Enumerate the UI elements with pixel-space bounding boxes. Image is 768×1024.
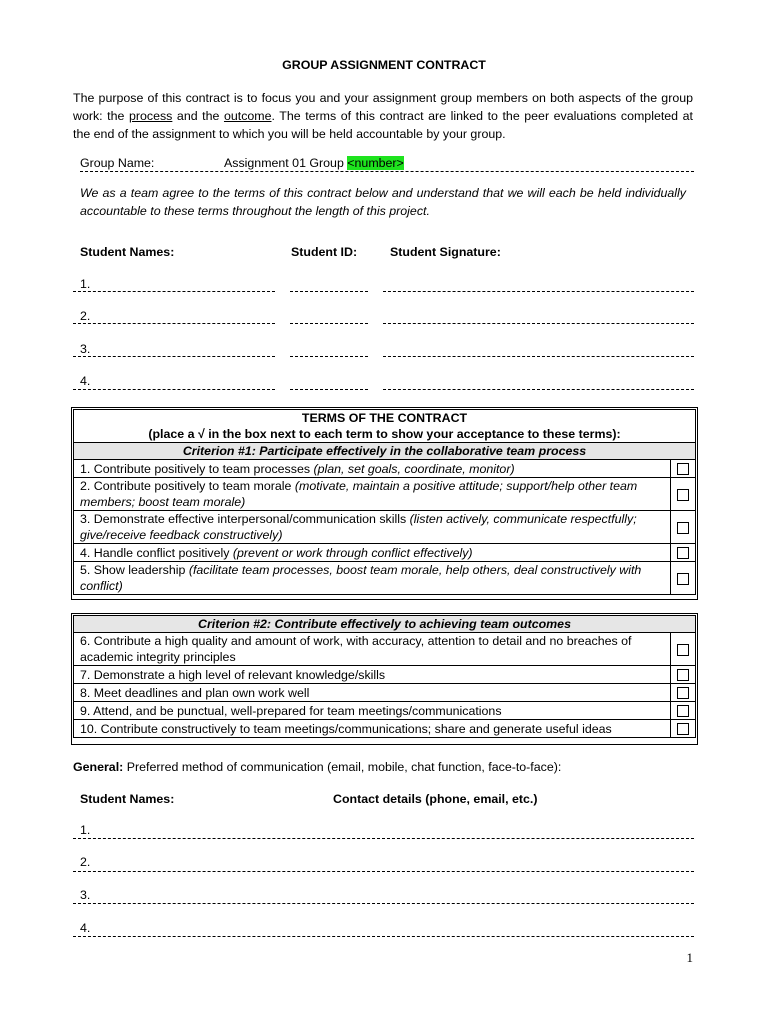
- checkbox-icon: [677, 669, 689, 681]
- term-6: 6. Contribute a high quality and amount of work, with accuracy, attention to detail and no breaches of academic integrity principles: [74, 633, 671, 666]
- sig-col-names: Student Names:: [80, 245, 175, 259]
- criterion-2-heading: Criterion #2: Contribute effectively to achieving team outcomes: [74, 616, 696, 633]
- checkbox-icon: [677, 573, 689, 585]
- term-4-checkbox[interactable]: [671, 544, 696, 562]
- process-term: process: [128, 109, 173, 123]
- sig-row-4-number: 4.: [80, 374, 91, 388]
- term-8: 8. Meet deadlines and plan own work well: [74, 684, 671, 702]
- contact-col-names: Student Names:: [80, 792, 175, 806]
- checkbox-icon: [677, 489, 689, 501]
- contact-row-4-number: 4.: [80, 921, 91, 935]
- contact-row-3-number: 3.: [80, 888, 91, 902]
- contact-row-4-line[interactable]: [73, 936, 694, 937]
- sig-row-1-name-line[interactable]: [73, 291, 275, 292]
- contact-row-1-number: 1.: [80, 823, 91, 837]
- checkbox-icon: [677, 644, 689, 656]
- group-number-placeholder: <number>: [347, 156, 404, 170]
- checkbox-icon: [677, 547, 689, 559]
- term-1-checkbox[interactable]: [671, 460, 696, 478]
- terms-table-2: [73, 615, 696, 738]
- term-2: 2. Contribute positively to team morale (motivate, maintain a positive attitude; support/help other team members; boost team morale): [74, 478, 671, 511]
- term-4: 4. Handle conflict positively (prevent or work through conflict effectively): [74, 544, 671, 562]
- term-3: 3. Demonstrate effective interpersonal/communication skills (listen actively, communicate respectfully; give/receive feedback constructively): [74, 511, 671, 544]
- agreement-statement: We as a team agree to the terms of this contract below and understand that we will each be held individually accountable to these terms throughout the length of this project.: [80, 186, 686, 218]
- contact-row-2-number: 2.: [80, 855, 91, 869]
- general-communication: General: Preferred method of communication (email, mobile, chat function, face-to-face):: [73, 760, 562, 774]
- sig-row-3-id-line[interactable]: [290, 356, 368, 357]
- term-5: 5. Show leadership (facilitate team processes, boost team morale, help others, deal constructively with conflict): [74, 562, 671, 595]
- term-5-checkbox[interactable]: [671, 562, 696, 595]
- checkbox-icon: [677, 522, 689, 534]
- outcome-term: outcome: [223, 109, 272, 123]
- term-6-checkbox[interactable]: [671, 633, 696, 666]
- sig-row-1-signature-line[interactable]: [383, 291, 694, 292]
- sig-row-1-id-line[interactable]: [290, 291, 368, 292]
- term-1: 1. Contribute positively to team processes (plan, set goals, coordinate, monitor): [74, 460, 671, 478]
- term-9: 9. Attend, and be punctual, well-prepared for team meetings/communications: [74, 702, 671, 720]
- group-name-value[interactable]: Assignment 01 Group <number>: [224, 156, 404, 170]
- sig-row-2-signature-line[interactable]: [383, 323, 694, 324]
- group-name-line: [80, 171, 694, 172]
- sig-row-3-name-line[interactable]: [73, 356, 275, 357]
- terms-heading-cell: [74, 410, 696, 443]
- criterion-1-heading: Criterion #1: Participate effectively in the collaborative team process: [74, 443, 696, 460]
- terms-instruction: (place a √ in the box next to each term to show your acceptance to these terms):: [148, 427, 621, 441]
- sig-col-signature: Student Signature:: [390, 245, 501, 259]
- checkbox-icon: [677, 687, 689, 699]
- term-10-checkbox[interactable]: [671, 720, 696, 738]
- contact-col-details: Contact details (phone, email, etc.): [333, 792, 538, 806]
- sig-row-3-signature-line[interactable]: [383, 356, 694, 357]
- contact-row-3-line[interactable]: [73, 903, 694, 904]
- sig-row-4-signature-line[interactable]: [383, 389, 694, 390]
- term-10: 10. Contribute constructively to team meetings/communications; share and generate useful ideas: [74, 720, 671, 738]
- sig-row-4-name-line[interactable]: [73, 389, 275, 390]
- sig-row-3-number: 3.: [80, 342, 91, 356]
- sig-row-2-name-line[interactable]: [73, 323, 275, 324]
- sig-col-id: Student ID:: [291, 245, 358, 259]
- group-name-label: Group Name:: [80, 156, 155, 170]
- document-title: GROUP ASSIGNMENT CONTRACT: [282, 58, 486, 72]
- term-9-checkbox[interactable]: [671, 702, 696, 720]
- contact-row-2-line[interactable]: [73, 871, 694, 872]
- contact-row-1-line[interactable]: [73, 838, 694, 839]
- checkbox-icon: [677, 705, 689, 717]
- sig-row-4-id-line[interactable]: [290, 389, 368, 390]
- sig-row-1-number: 1.: [80, 277, 91, 291]
- term-2-checkbox[interactable]: [671, 478, 696, 511]
- sig-row-2-id-line[interactable]: [290, 323, 368, 324]
- term-3-checkbox[interactable]: [671, 511, 696, 544]
- term-8-checkbox[interactable]: [671, 684, 696, 702]
- sig-row-2-number: 2.: [80, 309, 91, 323]
- terms-heading: TERMS OF THE CONTRACT: [301, 411, 468, 425]
- checkbox-icon: [677, 463, 689, 475]
- checkbox-icon: [677, 723, 689, 735]
- term-7: 7. Demonstrate a high level of relevant knowledge/skills: [74, 666, 671, 684]
- terms-table-1: [73, 409, 696, 595]
- intro-paragraph: The purpose of this contract is to focus you and your assignment group members on both aspects of the group work: the process and the outcome. The terms of this contract are linked to the peer evaluations completed at the end of the assignment to which you will be held accountable by your group.: [73, 91, 693, 141]
- page-number: 1: [686, 950, 693, 965]
- term-7-checkbox[interactable]: [671, 666, 696, 684]
